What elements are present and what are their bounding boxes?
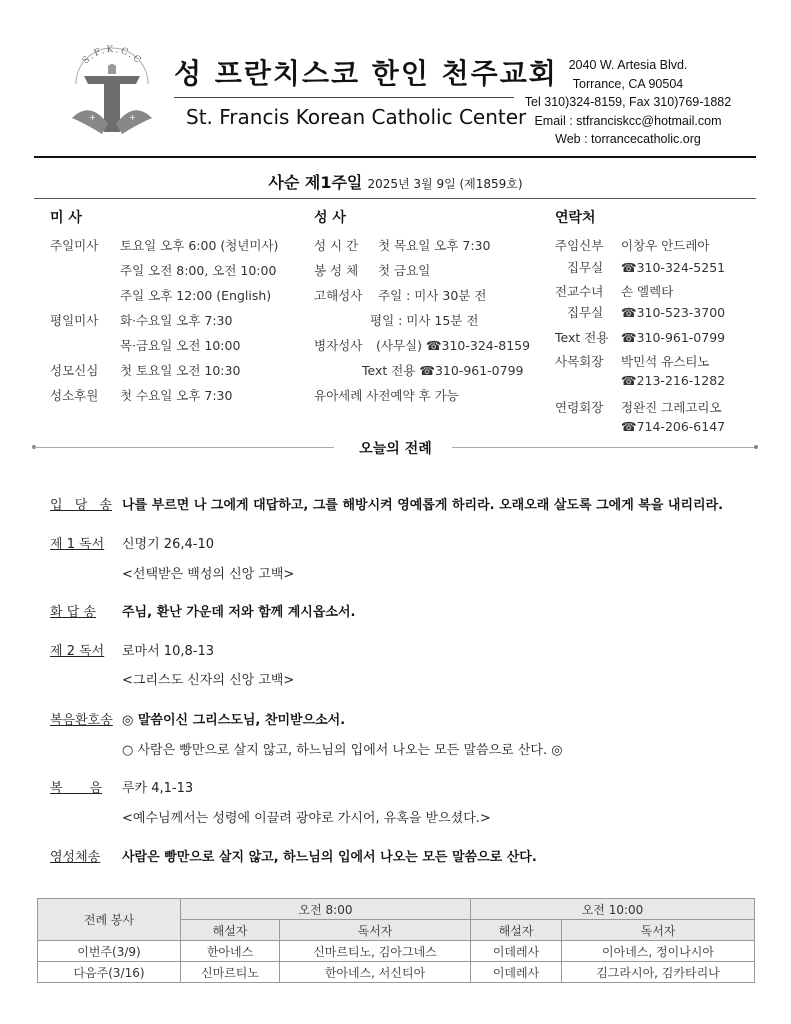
commentator-8-cell: 신마르티노 [181, 962, 280, 983]
first-reading-label: 제 1 독서 [50, 537, 105, 552]
entrance-antiphon-label: 입 당 송 [50, 498, 112, 513]
contact-row-label: 사목회장 [555, 354, 604, 369]
mass-row-text: 첫 토요일 오전 10:30 [120, 363, 241, 378]
contact-row [555, 352, 710, 370]
contact-row-label: 연령회장 [555, 400, 604, 415]
responsorial-psalm-label: 화 답 송 [50, 605, 96, 620]
sacrament-row-text: 첫 목요일 오후 7:30 [378, 238, 491, 253]
contact-row-text: 정완진 그레고리오 [621, 400, 722, 415]
mass-row-text: 화·수요일 오후 7:30 [120, 313, 233, 328]
sacrament-row-label: 고해성사 [314, 288, 363, 303]
second-reading-label: 제 2 독서 [50, 644, 105, 659]
mass-row-text: 목·금요일 오전 10:00 [120, 338, 241, 353]
church-title-korean: 성 프란치스코 한인 천주교회 [174, 57, 558, 90]
sacrament-row-label: 성 시 간 [314, 238, 359, 253]
mass-row [50, 386, 232, 404]
mass-row-text: 토요일 오후 6:00 (청년미사) [120, 238, 279, 253]
mass-row-text: 주일 오전 8:00, 오전 10:00 [120, 263, 277, 278]
contact-block [513, 56, 743, 149]
readers-header: 독서자 [280, 920, 471, 941]
contact-row-text[interactable]: ☎310-523-3700 [621, 305, 726, 320]
gospel-subtitle: <예수님께서는 성령에 이끌려 광야로 가시어, 유혹을 받으셨다.> [122, 811, 491, 826]
table-row [38, 962, 755, 983]
entrance-antiphon-text: 나를 부르면 나 그에게 대답하고, 그를 해방시켜 영예롭게 하리라. 오래오래 살도록 그에게 복을 내리리라. [122, 498, 724, 513]
title-rule [174, 97, 514, 98]
sacraments-heading: 성 사 [314, 210, 346, 226]
communion-antiphon-label: 영성체송 [50, 850, 101, 865]
commentator-8-cell: 한아네스 [181, 941, 280, 962]
svg-text:+: + [89, 113, 96, 122]
contact-row-text: 박민석 유스티노 [621, 354, 710, 369]
gospel-label: 복 음 [50, 781, 102, 796]
sacrament-row-label: 봉 성 체 [314, 263, 359, 278]
gospel-text: 루카 4,1-13 [122, 781, 194, 796]
readers-header: 독서자 [562, 920, 755, 941]
mass-row-label: 주일미사 [50, 238, 99, 253]
second-reading-subtitle: <그리스도 신자의 신앙 고백> [122, 673, 295, 688]
sacrament-row-text: 평일 : 미사 15분 전 [370, 313, 479, 328]
sacrament-row [314, 286, 486, 304]
gospel-acclamation-verse: ○ 사람은 빵만으로 살지 않고, 하느님의 입에서 나오는 모든 말씀으로 산다. ◎ [122, 743, 563, 758]
website[interactable]: Web : torrancecatholic.org [555, 132, 701, 146]
commentator-header: 해설자 [181, 920, 280, 941]
mass-row-label: 평일미사 [50, 313, 99, 328]
contact-row [555, 328, 725, 346]
mass-row [50, 311, 232, 329]
sacrament-row [314, 336, 530, 354]
contact-row-text[interactable]: ☎714-206-6147 [621, 419, 726, 434]
readers-8-cell: 한아네스, 서신티아 [280, 962, 471, 983]
contact-row-text: 이창우 안드레아 [621, 238, 710, 253]
mass-10-header: 오전 10:00 [471, 899, 755, 920]
readers-10-cell: 이아네스, 정이나시아 [562, 941, 755, 962]
contact-row-label: 주임신부 [555, 238, 604, 253]
mass-row-text: 주일 오후 12:00 (English) [120, 288, 272, 303]
contact-row-text[interactable]: ☎213-216-1282 [621, 373, 726, 388]
liturgy-service-table [37, 898, 755, 983]
contact-row [567, 258, 725, 276]
email[interactable]: Email : stfranciskcc@hotmail.com [534, 113, 722, 128]
first-reading-subtitle: <선택받은 백성의 신앙 고백> [122, 567, 295, 582]
mass-row [50, 286, 271, 304]
mass-row-label: 성모신심 [50, 363, 99, 378]
sacrament-row-text: Text 전용 ☎310-961-0799 [362, 363, 524, 378]
contacts-heading: 연락처 [555, 210, 596, 226]
contact-row-label: 전교수녀 [555, 284, 604, 299]
contact-row [555, 236, 710, 254]
week-cell: 다음주(3/16) [38, 962, 181, 983]
week-cell: 이번주(3/9) [38, 941, 181, 962]
sacrament-row [314, 361, 524, 379]
contact-row [567, 303, 725, 321]
mass-row [50, 236, 278, 254]
sacrament-row [314, 386, 459, 404]
contact-row-label: 집무실 [567, 260, 604, 275]
phone-fax: Tel 310)324-8159, Fax 310)769-1882 [524, 95, 732, 109]
commentator-header: 해설자 [471, 920, 562, 941]
communion-antiphon-text: 사람은 빵만으로 살지 않고, 하느님의 입에서 나오는 모든 말씀으로 산다. [122, 850, 537, 865]
mass-row [50, 361, 240, 379]
issue-date: 2025년 3월 9일 (제1859호) [367, 177, 523, 191]
readers-10-cell: 김그라시아, 김카타리나 [562, 962, 755, 983]
sacrament-row-text: 주일 : 미사 30분 전 [378, 288, 487, 303]
table-corner: 전례 봉사 [38, 899, 181, 941]
mass-row [50, 336, 240, 354]
contact-row-label: Text 전용 [555, 330, 609, 345]
date-divider [34, 198, 756, 199]
church-title-english: St. Francis Korean Catholic Center [186, 105, 527, 129]
church-logo [62, 44, 162, 144]
sacrament-row-label: 병자성사 [314, 338, 363, 353]
divider-dot [754, 445, 758, 449]
second-reading-text: 로마서 10,8-13 [122, 644, 214, 659]
liturgy-heading: 오늘의 전례 [359, 441, 432, 457]
contact-row [555, 282, 673, 300]
sacrament-row-text: 유아세례 사전예약 후 가능 [314, 388, 459, 403]
commentator-10-cell: 이데레사 [471, 962, 562, 983]
sacrament-row [314, 311, 478, 329]
sacrament-row [314, 236, 490, 254]
readers-8-cell: 신마르티노, 김아그네스 [280, 941, 471, 962]
sunday-title: 사순 제1주일 [268, 173, 363, 192]
contact-row-text[interactable]: ☎310-324-5251 [621, 260, 726, 275]
mass-heading: 미 사 [50, 210, 82, 226]
contact-row-label: 집무실 [567, 305, 604, 320]
sacrament-row-text: (사무실) ☎310-324-8159 [376, 338, 531, 353]
gospel-acclamation-label: 복음환호송 [50, 713, 113, 728]
gospel-acclamation-text: ◎ 말씀이신 그리스도님, 찬미받으소서. [122, 713, 346, 728]
mass-row-label: 성소후원 [50, 388, 99, 403]
svg-text:+: + [129, 113, 136, 122]
table-row [38, 941, 755, 962]
contact-row-text[interactable]: ☎310-961-0799 [621, 330, 726, 345]
sacrament-row [314, 261, 430, 279]
mass-row-text: 첫 수요일 오후 7:30 [120, 388, 233, 403]
contact-row-text: 손 엘렉타 [621, 284, 674, 299]
date-line [0, 170, 791, 193]
first-reading-text: 신명기 26,4-10 [122, 537, 214, 552]
contact-row [555, 398, 722, 416]
svg-text:S.F.K.C.C: S.F.K.C.C [80, 44, 144, 67]
sacrament-row-text: 첫 금요일 [378, 263, 431, 278]
responsorial-psalm-text: 주님, 환난 가운데 저와 함께 계시옵소서. [122, 605, 356, 620]
mass-8-header: 오전 8:00 [181, 899, 471, 920]
contact-row [555, 373, 725, 388]
commentator-10-cell: 이데레사 [471, 941, 562, 962]
liturgy-divider-right [452, 447, 756, 448]
header-divider [34, 156, 756, 158]
address-line-2: Torrance, CA 90504 [572, 76, 684, 91]
address-line-1: 2040 W. Artesia Blvd. [568, 58, 688, 72]
contact-row [555, 419, 725, 434]
mass-row [50, 261, 276, 279]
